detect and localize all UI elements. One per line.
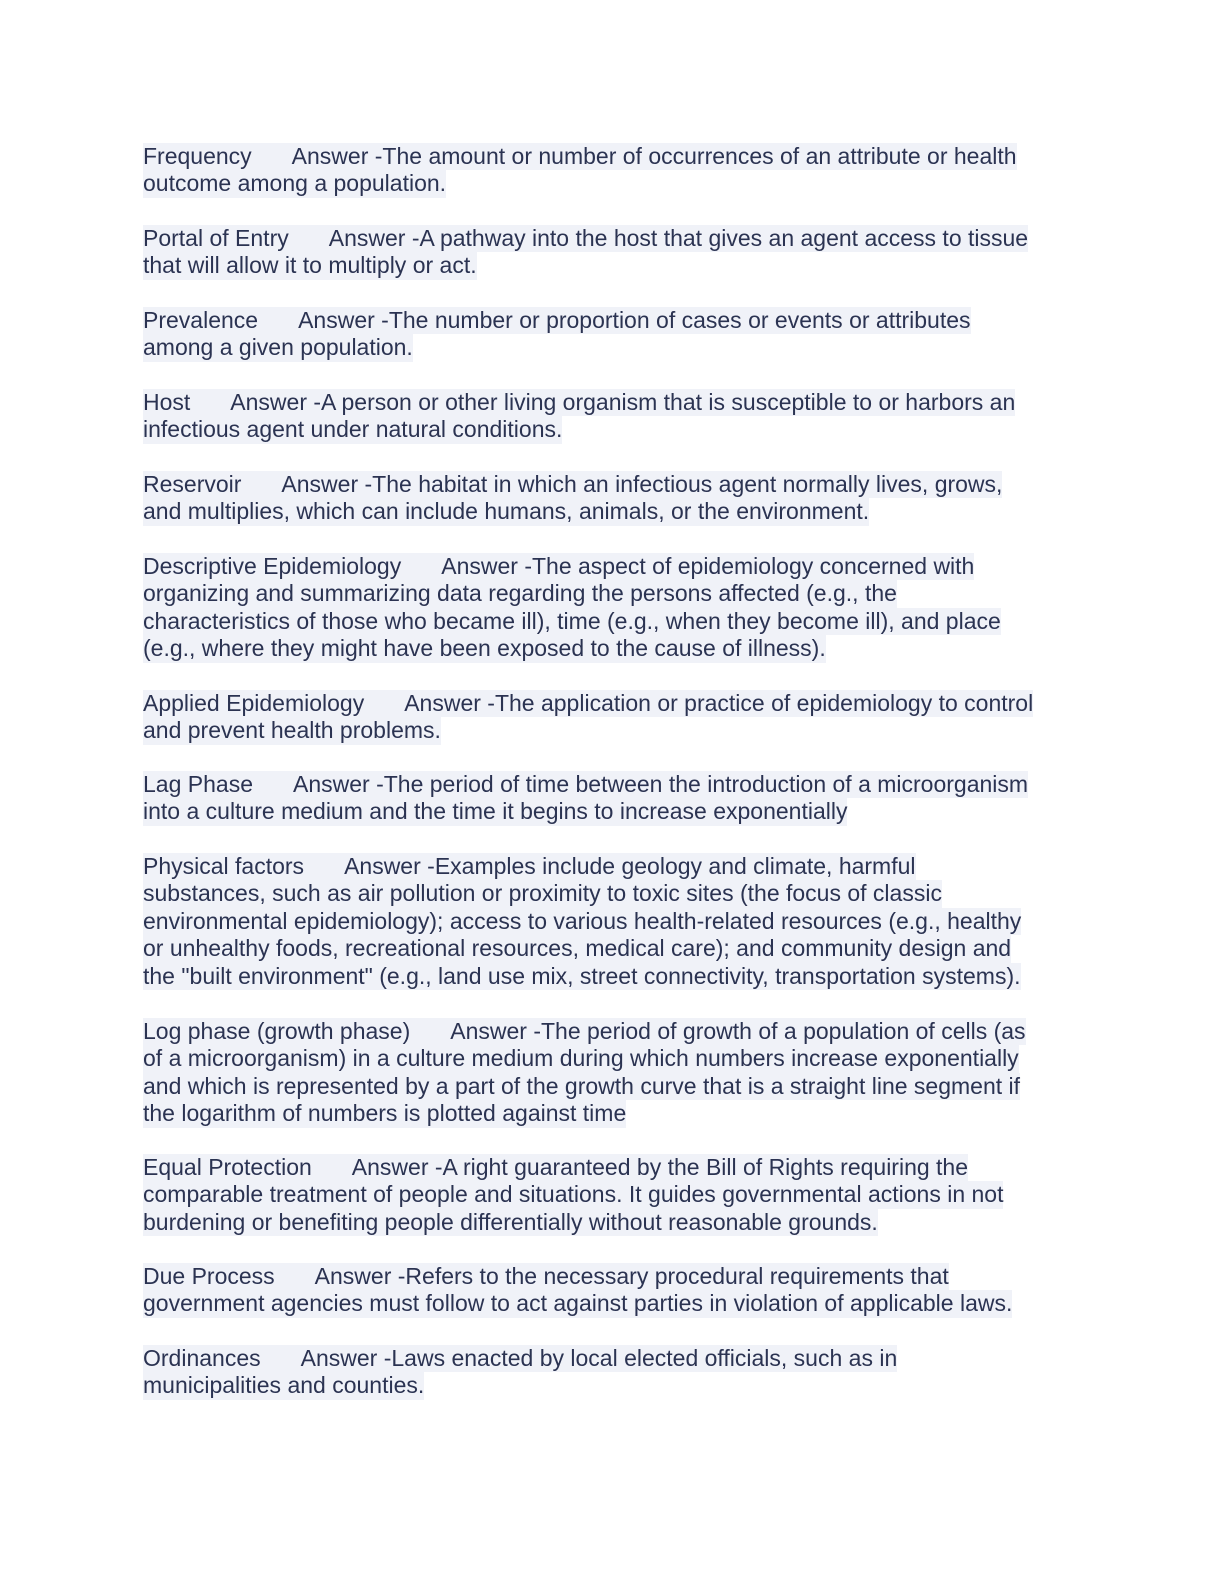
entry-log-phase [143,1018,1083,1128]
entry-line: outcome among a population. [143,170,447,197]
answer-text: The habitat in which an infectious agent normally lives, grows, [372,471,1003,497]
answer-text: Examples include geology and climate, harmful [434,853,916,879]
answer-prefix: Answer - [328,225,420,251]
answer-text: Laws enacted by local elected officials, such as in [391,1345,898,1371]
entry-frequency [143,143,1083,198]
answer-prefix: Answer - [404,690,495,716]
answer-text: The number or proportion of cases or events or attributes [388,307,971,333]
entry-reservoir [143,471,1083,526]
entry-equal-protection [143,1154,1083,1236]
entry-line [143,225,1028,252]
answer-text: The period of growth of a population of cells (as [540,1018,1026,1044]
answer-prefix: Answer - [300,1345,392,1371]
entry-line: government agencies must follow to act against parties in violation of applicable laws. [143,1290,1013,1317]
entry-line: that will allow it to multiply or act. [143,252,477,279]
entry-term: Lag Phase [143,771,253,797]
answer-text: The aspect of epidemiology concerned with [531,553,975,579]
entry-line [143,1263,949,1290]
entry-line: substances, such as air pollution or proximity to toxic sites (the focus of classic [143,880,942,907]
answer-prefix: Answer - [281,471,373,497]
answer-text: The application or practice of epidemiology to control [494,690,1034,716]
entry-line: and multiplies, which can include humans, animals, or the environment. [143,498,870,525]
entry-descriptive-epidemiology [143,553,1083,663]
entry-line [143,771,1028,798]
entry-line: among a given population. [143,334,413,361]
entry-portal-of-entry [143,225,1083,280]
entry-line: (e.g., where they might have been exposed to the cause of illness). [143,635,826,662]
entry-line [143,853,916,880]
answer-text: A pathway into the host that gives an agent access to tissue [419,225,1029,251]
entry-term: Reservoir [143,471,242,497]
entry-line [143,307,971,334]
entry-line [143,1345,897,1372]
entry-due-process [143,1263,1083,1318]
answer-prefix: Answer - [230,389,322,415]
entry-prevalence [143,307,1083,362]
entry-term: Log phase (growth phase) [143,1018,411,1044]
answer-prefix: Answer - [450,1018,541,1044]
entry-line: burdening or benefiting people differentially without reasonable grounds. [143,1208,878,1235]
entry-physical-factors [143,853,1083,990]
entry-host [143,389,1083,444]
entry-term: Frequency [143,143,252,169]
answer-text: A person or other living organism that is susceptible to or harbors an [321,389,1016,415]
entry-line: municipalities and counties. [143,1372,425,1399]
entry-line: environmental epidemiology); access to various health-related resources (e.g., healthy [143,907,1022,934]
entry-line: infectious agent under natural conditions. [143,416,563,443]
entry-term: Physical factors [143,853,305,879]
entry-line: or unhealthy foods, recreational resources, medical care); and community design and [143,935,1012,962]
entry-line [143,1154,968,1181]
entry-ordinances [143,1345,1083,1400]
entry-line [143,553,974,580]
answer-prefix: Answer - [292,771,384,797]
answer-text: A right guaranteed by the Bill of Rights requiring the [442,1154,969,1180]
entry-term: Ordinances [143,1345,261,1371]
entry-line [143,471,1002,498]
answer-text: Refers to the necessary procedural requirements that [405,1263,949,1289]
entry-term: Equal Protection [143,1154,312,1180]
entry-term: Descriptive Epidemiology [143,553,402,579]
entry-line [143,389,1015,416]
entry-line [143,690,1033,717]
entry-line: of a microorganism) in a culture medium during which numbers increase exponentially [143,1045,1019,1072]
answer-prefix: Answer - [291,143,383,169]
entry-term: Host [143,389,191,415]
entry-line: the logarithm of numbers is plotted against time [143,1100,627,1127]
entry-term: Prevalence [143,307,259,333]
answer-prefix: Answer - [441,553,532,579]
entry-line: and which is represented by a part of the growth curve that is a straight line segment if [143,1072,1021,1099]
entry-lag-phase [143,771,1083,826]
entry-applied-epidemiology [143,690,1083,745]
entry-term: Due Process [143,1263,275,1289]
entry-line: comparable treatment of people and situations. It guides governmental actions in not [143,1181,1004,1208]
answer-prefix: Answer - [314,1263,406,1289]
entry-line: the "built environment" (e.g., land use mix, street connectivity, transportation systems). [143,962,1021,989]
answer-prefix: Answer - [344,853,435,879]
entry-line [143,143,1017,170]
answer-prefix: Answer - [298,307,389,333]
entry-term: Applied Epidemiology [143,690,365,716]
entry-line: organizing and summarizing data regarding the persons affected (e.g., the [143,580,897,607]
entry-line: into a culture medium and the time it begins to increase exponentially [143,798,848,825]
entry-term: Portal of Entry [143,225,289,251]
entry-line [143,1018,1026,1045]
answer-text: The amount or number of occurrences of an attribute or health [382,143,1017,169]
answer-prefix: Answer - [351,1154,443,1180]
entry-line: and prevent health problems. [143,717,441,744]
entry-line: characteristics of those who became ill), time (e.g., when they become ill), and place [143,607,1001,634]
answer-text: The period of time between the introduction of a microorganism [383,771,1029,797]
